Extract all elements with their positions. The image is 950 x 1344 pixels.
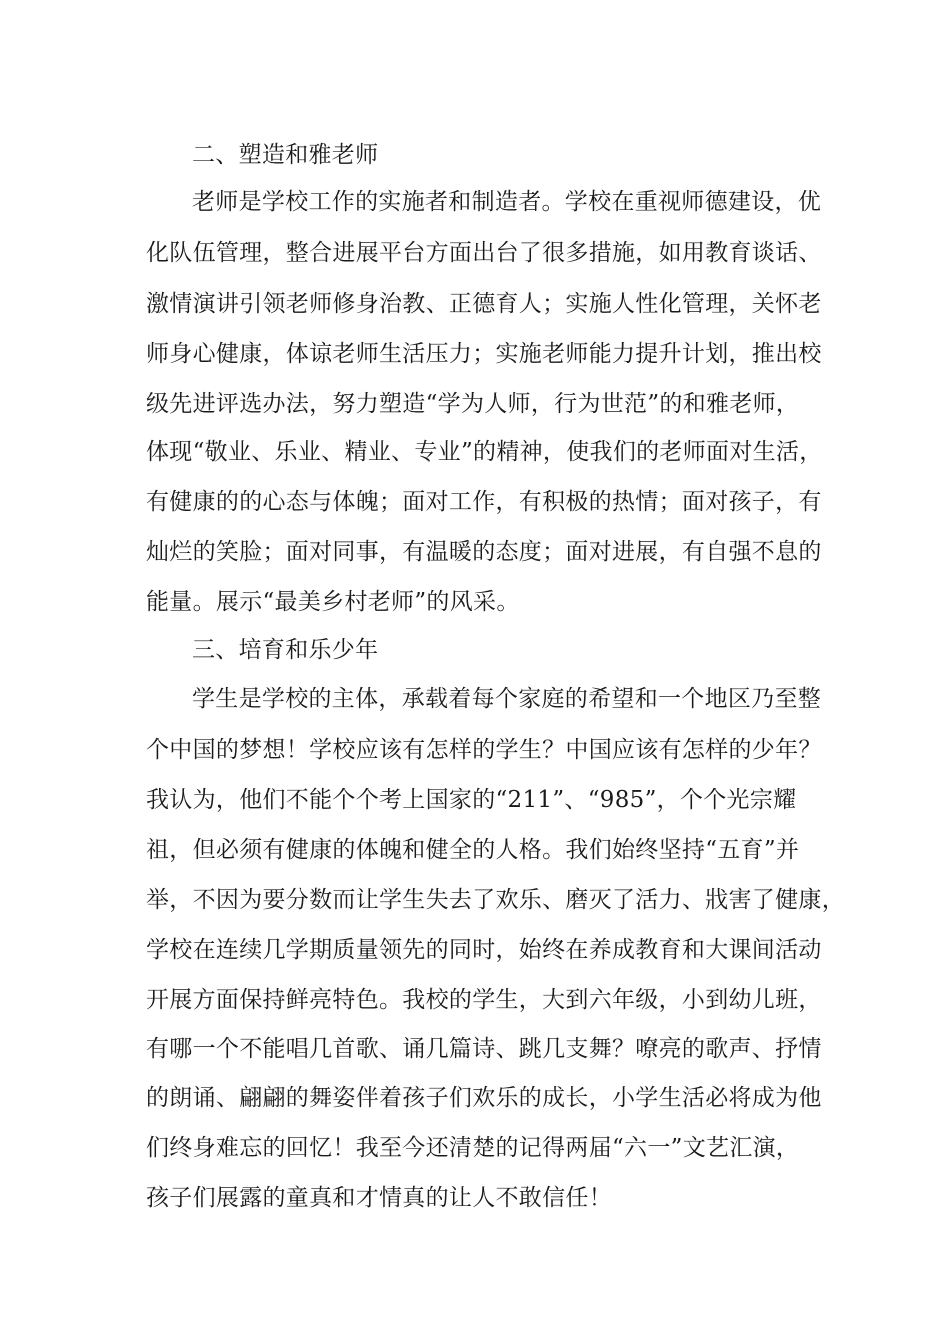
paragraph-line: 有哪一个不能唱几首歌、诵几篇诗、跳几支舞？嘹亮的歌声、抒情 xyxy=(146,1036,822,1062)
paragraph-line: 的朗诵、翩翩的舞姿伴着孩子们欢乐的成长，小学生活必将成为他 xyxy=(146,1085,822,1111)
paragraph-line: 学生是学校的主体，承载着每个家庭的希望和一个地区乃至整 xyxy=(192,686,822,712)
paragraph-line: 们终身难忘的回忆！我至今还清楚的记得两届“六一”文艺汇演， xyxy=(146,1135,800,1161)
paragraph-line: 能量。展示“最美乡村老师”的风采。 xyxy=(146,589,520,615)
section-heading-3: 三、培育和乐少年 xyxy=(192,637,379,663)
paragraph-line: 孩子们展露的童真和才情真的让人不敢信任！ xyxy=(146,1185,612,1211)
paragraph-line: 激情演讲引领老师修身治教、正德育人；实施人性化管理，关怀老 xyxy=(146,291,822,317)
paragraph-line: 化队伍管理，整合进展平台方面出台了很多措施，如用教育谈话、 xyxy=(146,240,822,266)
paragraph-line: 灿烂的笑脸；面对同事，有温暖的态度；面对进展，有自强不息的 xyxy=(146,539,822,565)
paragraph-line: 我认为，他们不能个个考上国家的“211”、“985”，个个光宗耀 xyxy=(146,787,797,813)
paragraph-line: 老师是学校工作的实施者和制造者。学校在重视师德建设，优 xyxy=(192,189,822,215)
paragraph-line: 有健康的的心态与体魄；面对工作，有积极的热情；面对孩子，有 xyxy=(146,489,822,515)
paragraph-line: 师身心健康，体谅老师生活压力；实施老师能力提升计划，推出校 xyxy=(146,341,822,367)
paragraph-line: 学校在连续几学期质量领先的同时，始终在养成教育和大课间活动 xyxy=(146,937,822,963)
paragraph-line: 祖，但必须有健康的体魄和健全的人格。我们始终坚持“五育”并 xyxy=(146,837,800,863)
paragraph-line: 开展方面保持鲜亮特色。我校的学生，大到六年级，小到幼儿班， xyxy=(146,987,822,1013)
section-heading-2: 二、塑造和雅老师 xyxy=(192,142,379,168)
paragraph-line: 体现“敬业、乐业、精业、专业”的精神，使我们的老师面对生活， xyxy=(146,439,823,465)
paragraph-line: 举，不因为要分数而让学生失去了欢乐、磨灭了活力、戕害了健康， xyxy=(146,887,845,913)
paragraph-line: 个中国的梦想！学校应该有怎样的学生？中国应该有怎样的少年？ xyxy=(146,737,822,763)
paragraph-line: 级先进评选办法，努力塑造“学为人师，行为世范”的和雅老师， xyxy=(146,391,800,417)
